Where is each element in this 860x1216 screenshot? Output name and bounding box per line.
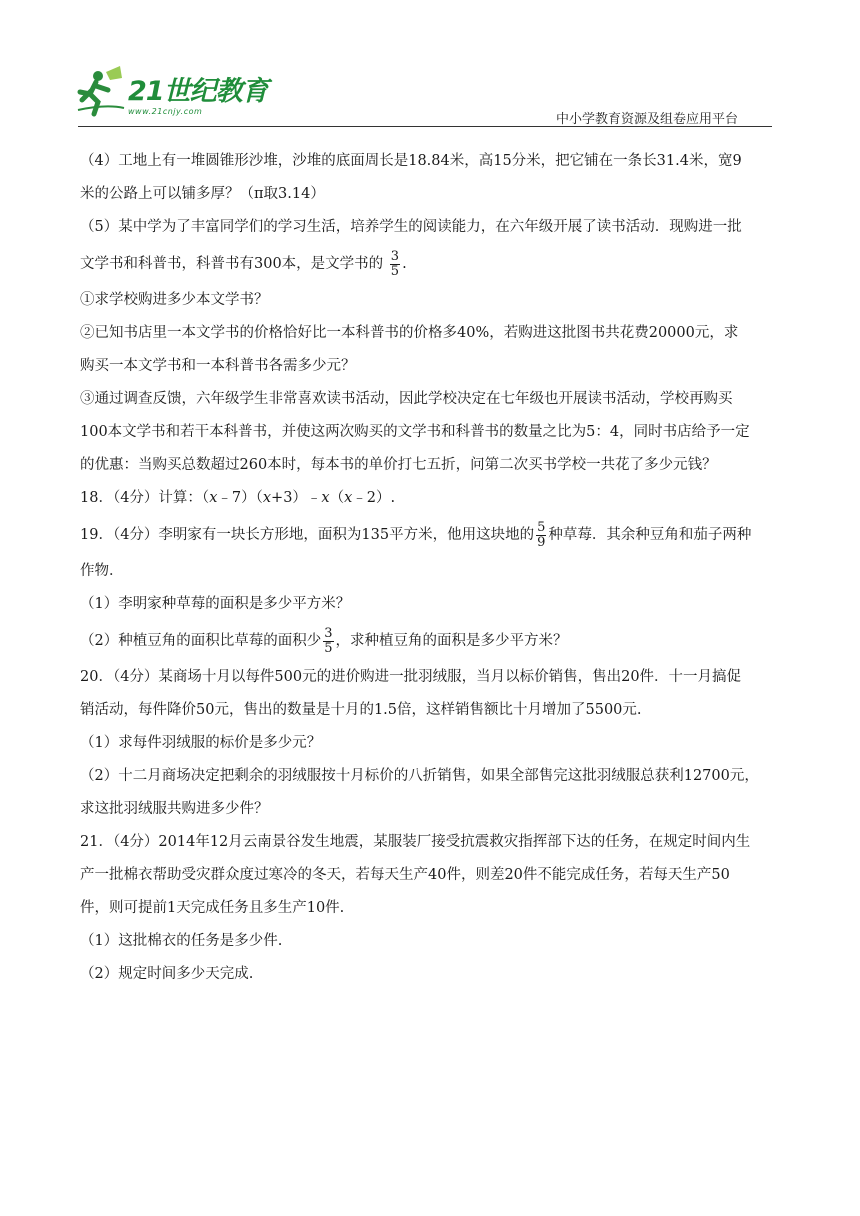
document-body <box>80 145 780 991</box>
platform-title: 中小学教育资源及组卷应用平台 <box>555 112 738 127</box>
q21-line-1: 21．（4分）2014年12月云南景谷发生地震，某服装厂接受抗震救灾指挥部下达的任务，在规定时间内生 <box>80 834 751 850</box>
q19-sub-2 <box>80 621 780 661</box>
q18-var: x <box>262 490 272 506</box>
q19-line-2: 作物． <box>80 563 124 579</box>
q18-part: （ <box>329 490 345 506</box>
q5-sub-2-line-1: ②已知书店里一本文学书的价格恰好比一本科普书的价格多40%，若购进这批图书共花费20000元，求 <box>80 325 739 341</box>
q4-line-1: （4）工地上有一堆圆锥形沙堆，沙堆的底面周长是18.84米，高15分米，把它铺在一条长31.4米，宽9 <box>80 153 742 169</box>
q18-prefix: 18．（4分）计算：（ <box>80 490 210 506</box>
q5-sub-3-line-2: 100本文学书和若干本科普书，并使这两次购买的文学书和科普书的数量之比为5：4，同时书店给予一定 <box>80 424 750 440</box>
q5-line-2 <box>80 244 780 284</box>
q20-line-1: 20．（4分）某商场十月以每件500元的进价购进一批羽绒服，当月以标价销售，售出20件．十一月搞促 <box>80 669 742 685</box>
fraction-3-5 <box>390 250 400 279</box>
q21-sub-1: （1）这批棉衣的任务是多少件. <box>80 933 283 949</box>
fraction-3-5 <box>323 627 333 656</box>
q20-sub-1: （1）求每件羽绒服的标价是多少元？ <box>80 735 322 751</box>
q19-line-1-text: 19．（4分）李明家有一块长方形地，面积为135平方米，他用这块地的 <box>80 527 535 543</box>
brand-url: www.21cnjy.com <box>128 107 203 116</box>
q5-line-2-end: . <box>402 256 407 272</box>
q19-line-1-end: 种草莓．其余种豆角和茄子两种 <box>548 527 752 543</box>
q5-sub-3-line-1: ③通过调查反馈，六年级学生非常喜欢读书活动，因此学校决定在七年级也开展读书活动，学校再购买 <box>80 391 733 407</box>
q5-sub-1: ①求学校购进多少本文学书？ <box>80 292 269 308</box>
q18-suffix: ﹣2）. <box>352 490 396 506</box>
fraction-5-9 <box>536 521 546 550</box>
fraction-numerator: 3 <box>390 248 400 264</box>
page-header <box>0 0 860 130</box>
q21-line-3: 件，则可提前1天完成任务且多生产10件. <box>80 900 345 916</box>
fraction-denominator: 9 <box>537 534 546 550</box>
q18-var: x <box>321 490 330 506</box>
brand-name: 21世纪教育 <box>128 76 268 107</box>
q18-var: x <box>209 490 218 506</box>
q20-line-2: 销活动，每件降价50元，售出的数量是十月的1.5倍，这样销售额比十月增加了5500元. <box>80 702 642 718</box>
q21-line-2: 产一批棉衣帮助受灾群众度过寒冷的冬天，若每天生产40件，则差20件不能完成任务，若每天生产50 <box>80 867 730 883</box>
fraction-numerator: 3 <box>324 625 333 641</box>
q19-sub-2-end: ，求种植豆角的面积是多少平方米？ <box>335 633 568 649</box>
fraction-denominator: 5 <box>324 640 333 656</box>
q21-sub-2: （2）规定时间多少天完成. <box>80 966 254 982</box>
q19-sub-1: （1）李明家种草莓的面积是多少平方米？ <box>80 596 351 612</box>
q5-line-2-text: 文学书和科普书，科普书有300本，是文学书的 <box>80 256 384 272</box>
q18-var: x <box>344 490 353 506</box>
fraction-numerator: 5 <box>537 519 546 535</box>
q20-sub-2-line-2: 求这批羽绒服共购进多少件？ <box>80 801 269 817</box>
q18-part: +3）﹣ <box>271 490 322 506</box>
q19-line-1 <box>80 515 780 555</box>
q4-line-2: 米的公路上可以铺多厚？（π取3.14） <box>80 186 325 202</box>
q20-sub-2-line-1: （2）十二月商场决定把剩余的羽绒服按十月标价的八折销售，如果全部售完这批羽绒服总获利12700元， <box>80 768 759 784</box>
q5-sub-2-line-2: 购买一本文学书和一本科普书各需多少元？ <box>80 358 356 374</box>
q18-part: ﹣7）（ <box>217 490 263 506</box>
fraction-denominator: 5 <box>390 263 400 279</box>
q18-expression <box>80 482 780 515</box>
header-divider <box>78 126 772 127</box>
q5-sub-3-line-3: 的优惠：当购买总数超过260本时，每本书的单价打七五折，问第二次买书学校一共花了多少元钱？ <box>80 457 717 473</box>
q19-sub-2-text: （2）种植豆角的面积比草莓的面积少 <box>80 633 322 649</box>
q5-line-1: （5）某中学为了丰富同学们的学习生活，培养学生的阅读能力，在六年级开展了读书活动．现购进一批 <box>80 219 742 235</box>
